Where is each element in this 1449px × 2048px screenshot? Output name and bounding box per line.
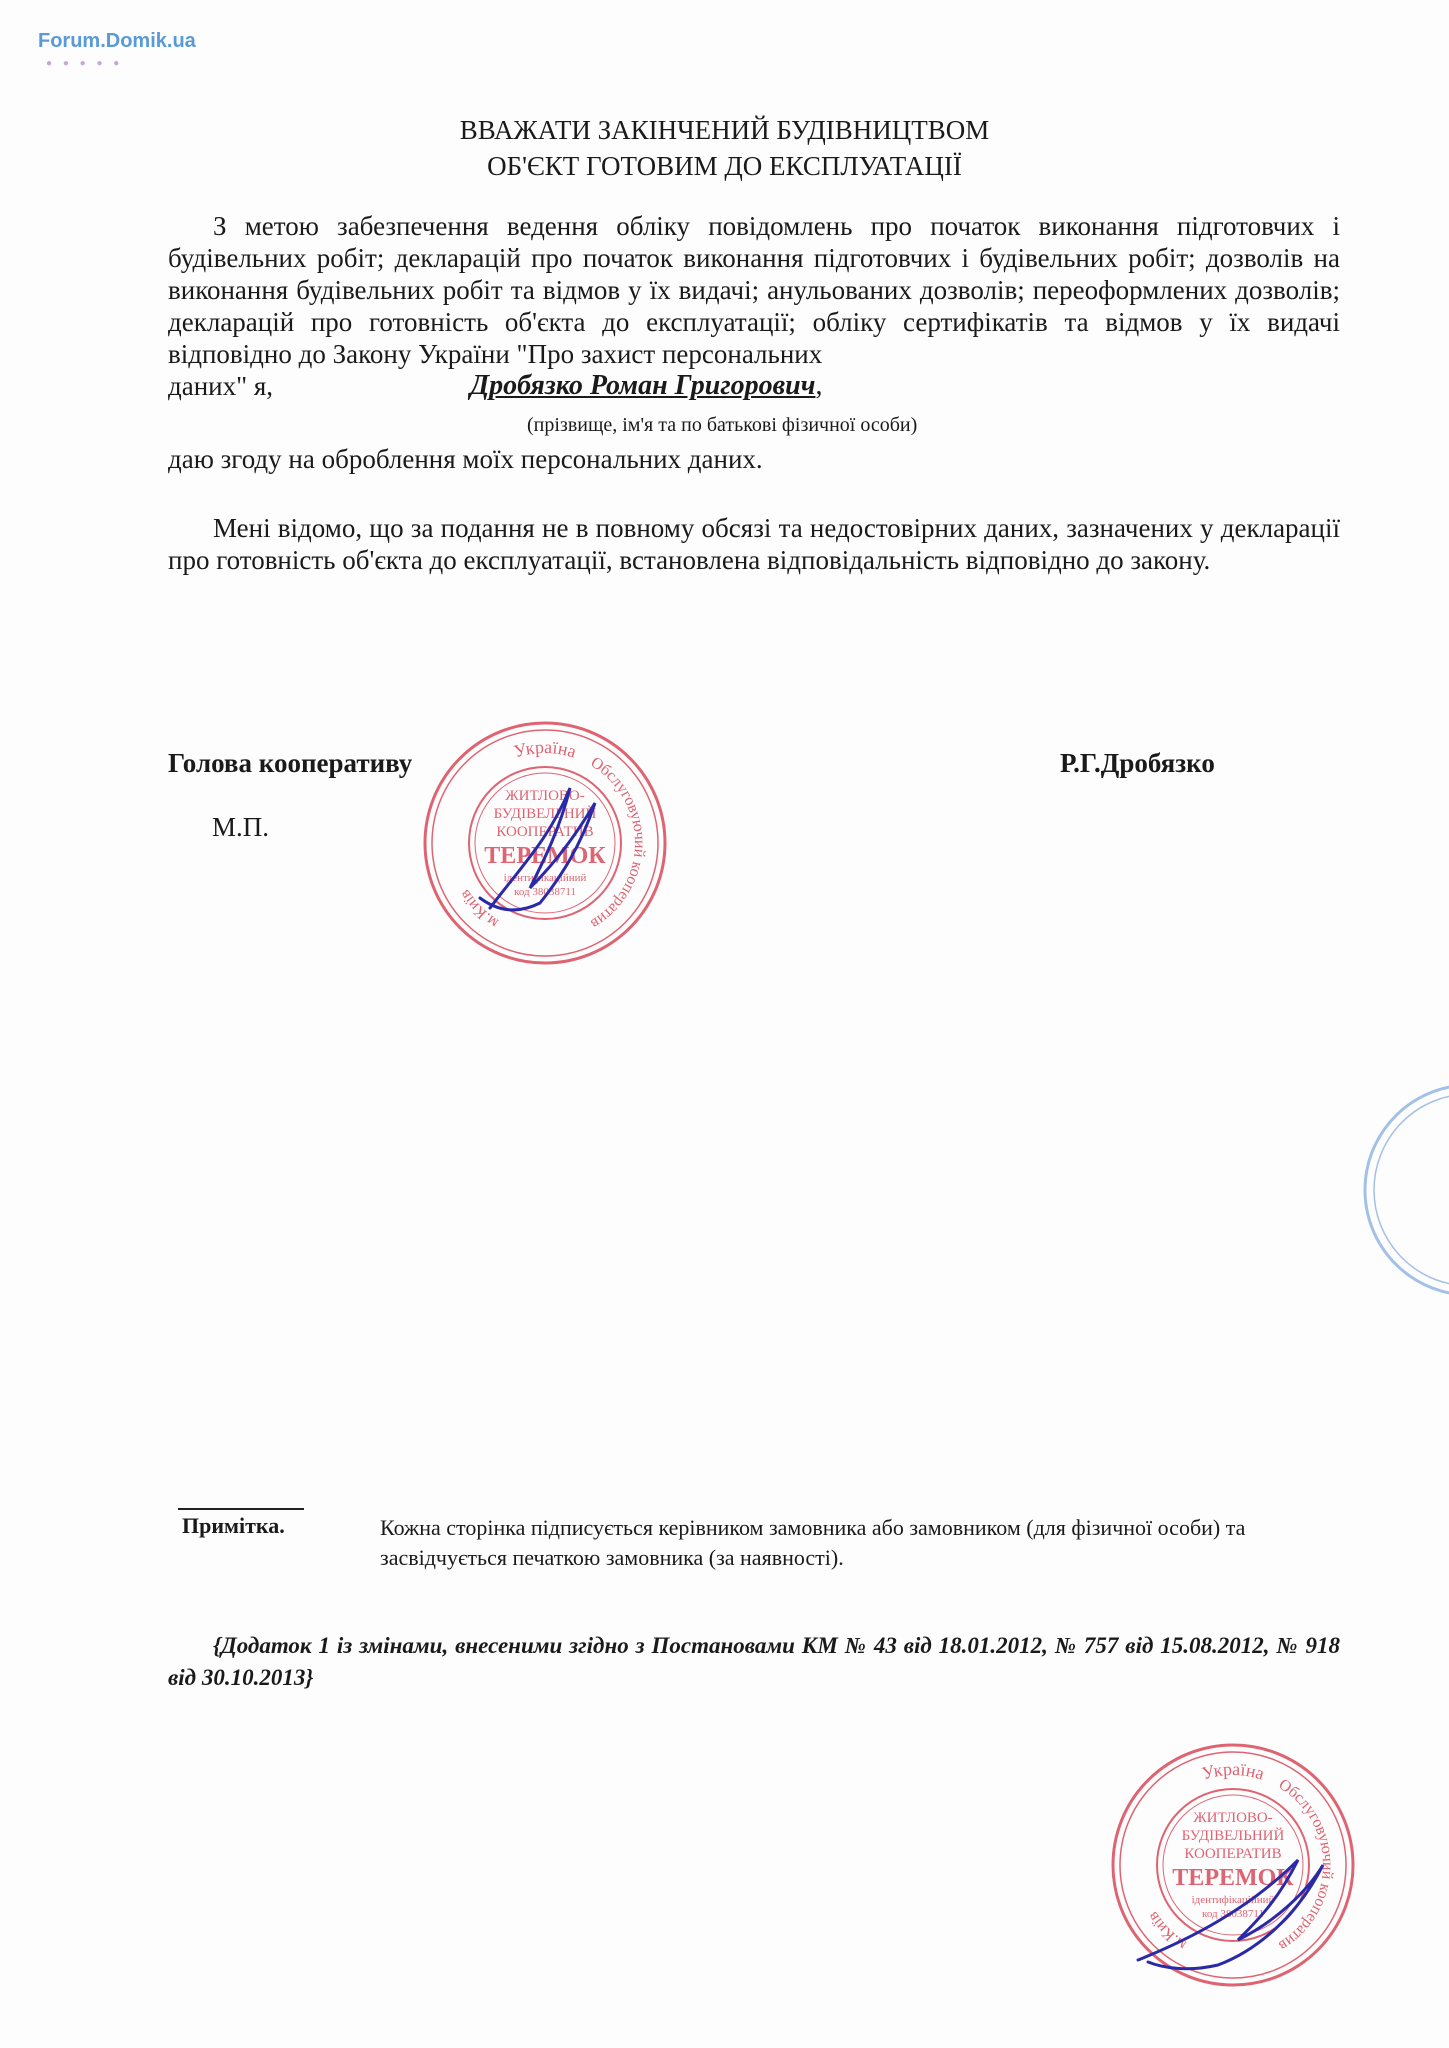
title-line-1: ВВАЖАТИ ЗАКІНЧЕНИЙ БУДІВНИЦТВОМ	[459, 115, 990, 145]
stamp-outer-left: м.Київ	[456, 886, 502, 932]
partial-blue-stamp	[1360, 1080, 1449, 1300]
stamp2-center: ТЕРЕМОК	[1172, 1865, 1294, 1891]
name-caption: (прізвище, ім'я та по батькові фізичної особи)	[527, 414, 918, 436]
stamp2-id-label: ідентифікаційний	[1191, 1894, 1275, 1906]
stamp-outer-top: Україна	[511, 736, 579, 762]
stamp-outer-right: Обслуговуючий кооператив	[587, 753, 649, 933]
responsibility-paragraph: Мені відомо, що за подання не в повному обсязі та недостовірних даних, зазначених у декларації про готовність об'єкта до експлуатації, встановлена відповідальність відповідно до закону.	[168, 513, 1340, 575]
stamp2-inner-line-2: БУДІВЕЛЬНИЙ	[1181, 1828, 1285, 1844]
consent-paragraph: З метою забезпечення ведення обліку повідомлень про початок виконання підготовчих і будівельних робіт; декларацій про початок виконання підготовчих і будівельних робіт; дозволів на виконання будівельних робіт та відмов у їх видачі; анульованих дозволів; переоформлених дозволів; декларацій про готовність об'єкта до експлуатації; обліку сертифікатів та відмов у їх видачі відповідно до Закону України "Про захист персональних	[168, 211, 1340, 369]
stamp2-code: код 38038711	[1202, 1908, 1264, 1920]
stamp2-outer-right: Обслуговуючий кооператив	[1275, 1775, 1337, 1955]
person-name-text: Дробязко Роман Григорович	[470, 370, 816, 401]
seal-place-label: М.П.	[212, 812, 270, 842]
note-label: Примітка.	[182, 1513, 285, 1538]
svg-text:м.Київ	[456, 886, 501, 931]
stamp2-inner-line-1: ЖИТЛОВО-	[1193, 1810, 1273, 1826]
stamp-inner-line-2: БУДІВЕЛЬНИЙ	[493, 806, 597, 822]
watermark-dots: ● ● ● ● ●	[46, 58, 124, 69]
stamp-id-label: ідентифікаційний	[503, 872, 587, 884]
signatory-name: Р.Г.Дробязко	[1060, 748, 1215, 778]
cooperative-stamp	[420, 718, 670, 968]
stamp-center: ТЕРЕМОК	[484, 843, 606, 869]
note-text: Кожна сторінка підписується керівником замовника або замовником (для фізичної особи) та засвідчується печаткою замовника (за наявності).	[380, 1515, 1246, 1570]
stamp2-outer-top: Україна	[1199, 1758, 1267, 1784]
svg-text:Україна	[1200, 1759, 1267, 1784]
consent-tail: даю згоду на оброблення моїх персональних даних.	[168, 444, 763, 474]
stamp2-outer-left: м.Київ	[1144, 1908, 1190, 1954]
document-title	[0, 112, 1449, 184]
person-name-suffix: ,	[815, 370, 823, 401]
addendum-text: {Додаток 1 із змінами, внесеними згідно з Постановами КМ № 43 від 18.01.2012, № 757 від 15.08.2012, № 918 від 30.10.2013}	[168, 1633, 1340, 1690]
stamp-inner-line-1: ЖИТЛОВО-	[505, 788, 585, 804]
svg-text:Україна	[512, 737, 579, 762]
person-name	[470, 370, 822, 402]
note-divider	[178, 1508, 304, 1510]
stamp-inner-line-3: КООПЕРАТИВ	[496, 824, 594, 840]
stamp-code: код 38038711	[514, 886, 576, 898]
signatory-position: Голова кооперативу	[168, 748, 413, 778]
consent-lead: даних" я,	[168, 371, 274, 401]
stamp2-inner-line-3: КООПЕРАТИВ	[1184, 1846, 1282, 1862]
title-line-2: ОБ'ЄКТ ГОТОВИМ ДО ЕКСПЛУАТАЦІЇ	[487, 151, 962, 181]
watermark-logo: Forum.Domik.ua	[38, 30, 196, 52]
cooperative-stamp-bottom	[1108, 1740, 1358, 1990]
